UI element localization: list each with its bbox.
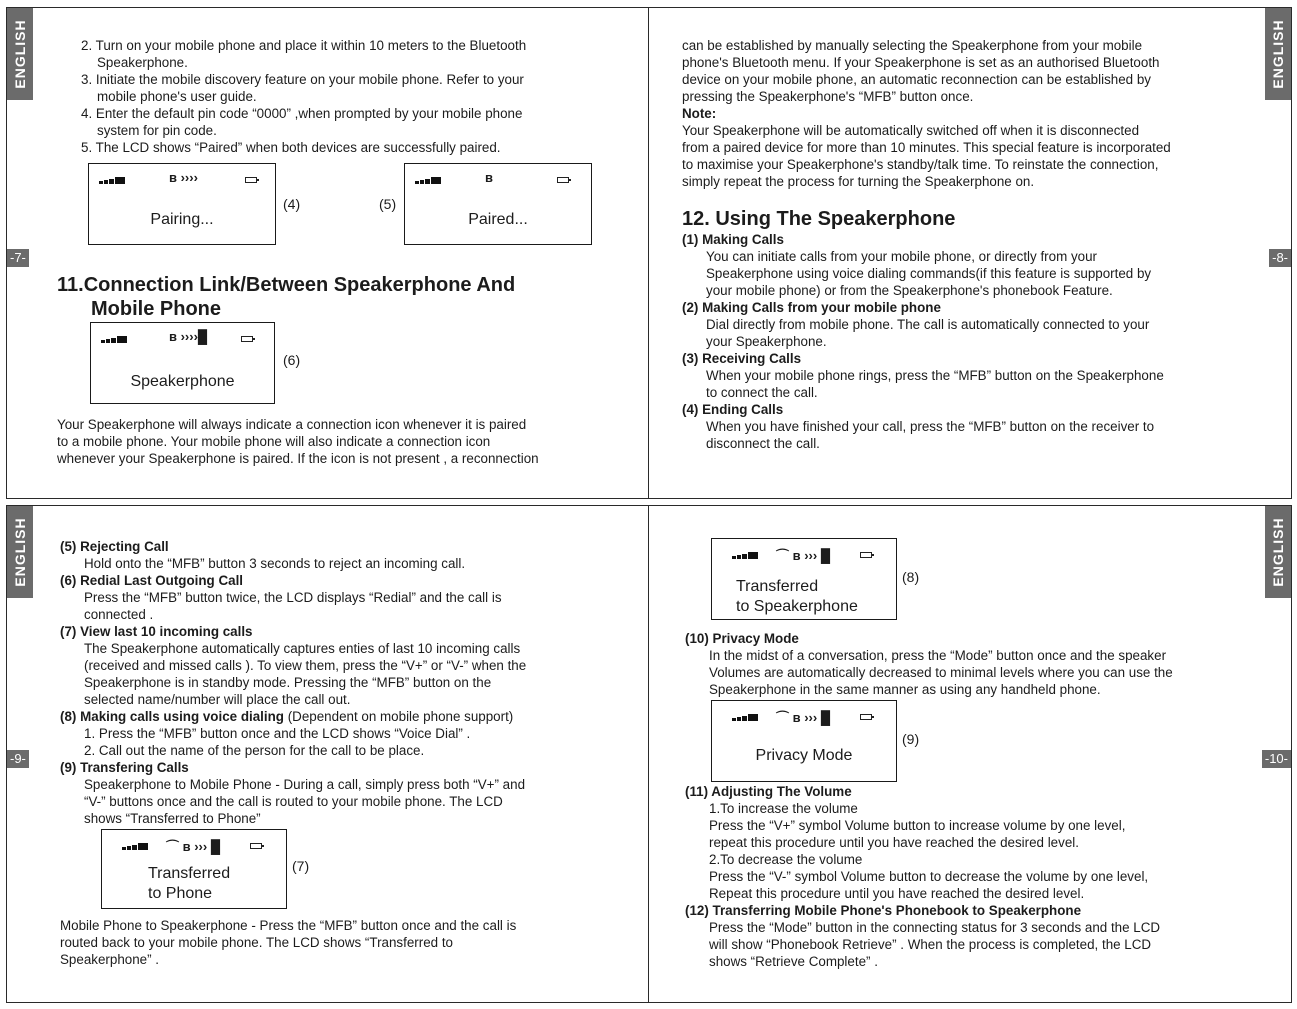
pairing-steps: 2. Turn on your mobile phone and place it within 10 meters to the Bluetooth Speakerphone. 3. Initiate the mobile discovery feature on your mobile phone. Refer to your mobile phone's user guide. 4. Enter the default pin code “0000” ,when prompted by your mobile phone system for pin code. 5. The LCD shows “Paired” when both devices are successfully paired. bbox=[81, 38, 527, 155]
handset-bluetooth-link-icon: ⌒ ʙ ››› █ bbox=[776, 710, 831, 725]
battery-icon bbox=[860, 552, 872, 558]
figure-caption: (4) bbox=[283, 196, 301, 212]
signal-bars-icon bbox=[415, 176, 441, 184]
manual-page-8 bbox=[649, 7, 1292, 499]
bluetooth-icon: ʙ bbox=[485, 170, 493, 185]
lcd-display-privacy-mode: ⌒ ʙ ››› █ Privacy Mode bbox=[711, 700, 897, 782]
connection-paragraph: Your Speakerphone will always indicate a connection icon whenever it is paired to a mobile phone. Your mobile phone will also indicate a connection icon whenever your Speakerphone is paired. If the icon is not present , a reconnection bbox=[57, 417, 539, 466]
call-features-list: (5) Rejecting Call Hold onto the “MFB” button 3 seconds to reject an incoming call. (6) Redial Last Outgoing Call Press the “MFB” button twice, the LCD displays “Redial” and the call is connected . (7) View last 10 incoming calls The Speakerphone automatically captures enties of last 10 incoming calls (received and missed calls ). To view them, press the “V+” or “V-” when the Speakerphone is in standby mode. Pressing the “MFB” button on the selected name/number will place the call out. (8) Making calls using voice dialing (Dependent on mobile phone support) 1. Press the “MFB” button once and the LCD shows “Voice Dial” . 2. Call out the name of the person for the call to be place. (9) Transfering Calls Speakerphone to Mobile Phone - During a call, simply press both “V+” and “V-” buttons once and the call is routed to your mobile phone. The LCD shows “Transferred to Phone” bbox=[60, 539, 527, 826]
bluetooth-link-phone-icon: ʙ ››››█ bbox=[169, 329, 208, 344]
page-number: -9- bbox=[7, 750, 29, 768]
figure-caption: (6) bbox=[283, 352, 301, 368]
section-heading: 12. Using The Speakerphone bbox=[682, 208, 956, 230]
signal-bars-icon bbox=[122, 842, 148, 850]
figure-caption: (5) bbox=[379, 196, 397, 212]
language-tab: ENGLISH bbox=[7, 8, 33, 100]
manual-page-9 bbox=[6, 505, 649, 1003]
lcd-display-pairing: ʙ ›››› Pairing... bbox=[88, 163, 276, 245]
note-label: Note: bbox=[682, 106, 717, 121]
lcd-display-transferred-to-speakerphone: ⌒ ʙ ››› █ Transferred to Speakerphone bbox=[711, 538, 897, 620]
battery-icon bbox=[860, 714, 872, 720]
signal-bars-icon bbox=[732, 713, 758, 721]
transfer-back-paragraph: Mobile Phone to Speakerphone - Press the “MFB” button once and the call is routed back to your mobile phone. The LCD shows “Transferred to Speakerphone” . bbox=[60, 918, 517, 967]
lcd-display-paired: ʙ Paired... bbox=[404, 163, 592, 245]
lcd-display-transferred-to-phone: ⌒ ʙ ››› █ Transferred to Phone bbox=[101, 829, 287, 909]
section-heading: 11.Connection Link/Between Speakerphone And bbox=[57, 274, 516, 296]
handset-bluetooth-link-icon: ⌒ ʙ ››› █ bbox=[776, 548, 831, 563]
battery-icon bbox=[245, 177, 257, 183]
bluetooth-link-icon: ʙ ›››› bbox=[169, 170, 198, 185]
figure-caption: (7) bbox=[292, 858, 310, 874]
language-tab: ENGLISH bbox=[7, 506, 33, 598]
reconnection-paragraph: can be established by manually selecting the Speakerphone from your mobile phone's Bluetooth menu. If your Speakerphone is set as an authorised Bluetooth device on your mobile phone, an automatic reconnection can be established by pressing the Speakerphone's “MFB” button once. Note: Your Speakerphone will be automatically switched off when it is disconnected from a paired device for more than 10 minutes. This special feature is incorporated to maximise your Speakerphone's standby/talk time. To reinstate the connection, simply repeat the process for turning the Speakerphone on. bbox=[682, 37, 1262, 190]
figure-caption: (9) bbox=[902, 731, 920, 747]
volume-phonebook-section: (11) Adjusting The Volume 1.To increase the volume Press the “V+” symbol Volume button to increase volume by one level, repeat this procedure until you have reached the desired level. 2.To decrease the volume Press the “V-” symbol Volume button to decrease the volume by one level, Repeat this procedure until you have reached the desired level. (12) Transferring Mobile Phone's Phonebook to Speakerphone Press the “Mode” button in the connecting status for 3 seconds and the LCD will show “Phonebook Retrieve” . When the process is completed, the LCD shows “Retrieve Complete” . bbox=[685, 784, 1161, 969]
language-tab: ENGLISH bbox=[1265, 8, 1291, 100]
using-speakerphone-list: (1) Making Calls You can initiate calls from your mobile phone, or directly from your Speakerphone using voice dialing commands(if this feature is supported by your mobile phone) or from the Speakerphone's phonebook Feature. (2) Making Calls from your mobile phone Dial directly from mobile phone. The call is automatically connected to your your Speakerphone. (3) Receiving Calls When your mobile phone rings, press the “MFB” button on the Speakerphone to connect the call. (4) Ending Calls When you have finished your call, press the “MFB” button on the receiver to disconnect the call. bbox=[682, 232, 1164, 451]
battery-icon bbox=[250, 843, 262, 849]
page-number: -7- bbox=[7, 249, 29, 267]
lcd-display-speakerphone: ʙ ››››█ Speakerphone bbox=[90, 322, 275, 404]
page-number: -8- bbox=[1269, 249, 1291, 267]
battery-icon bbox=[241, 336, 253, 342]
battery-icon bbox=[557, 177, 569, 183]
page-number: -10- bbox=[1262, 750, 1291, 768]
signal-bars-icon bbox=[101, 335, 127, 343]
signal-bars-icon bbox=[99, 176, 125, 184]
language-tab: ENGLISH bbox=[1265, 506, 1291, 598]
section-heading-cont: Mobile Phone bbox=[91, 298, 221, 320]
manual-page-7 bbox=[6, 7, 649, 499]
figure-caption: (8) bbox=[902, 569, 920, 585]
privacy-mode-section: (10) Privacy Mode In the midst of a conversation, press the “Mode” button once and the speaker Volumes are automatically decreased to minimal levels where you can use the Speakerphone in the same manner as using any handheld phone. bbox=[685, 631, 1173, 697]
manual-page-10 bbox=[649, 505, 1292, 1003]
signal-bars-icon bbox=[732, 551, 758, 559]
handset-bluetooth-link-icon: ⌒ ʙ ››› █ bbox=[166, 839, 221, 854]
